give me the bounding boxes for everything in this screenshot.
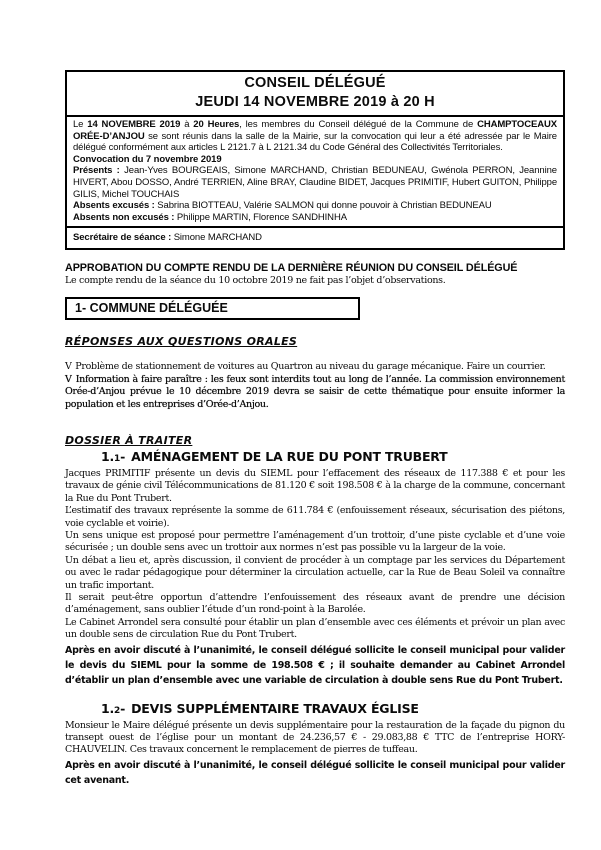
presents-line [73, 165, 557, 200]
item-1-1-decision: Après en avoir discuté à l’unanimité, le conseil délégué sollicite le conseil municipal pour valider le devis du SIEML pour la somme de 198.508 € ; il souhaite demander au Cabinet Arrondel d’établir un plan d’ensemble avec une variable de circulation à double sens Rue du Pont Trubert. [65, 644, 565, 686]
item-1-2-body: Monsieur le Maire délégué présente un devis supplémentaire pour la restauration de la façade du pignon du transept ouest de l’église pour un montant de 24.236,57 € - 29.083,88 € TTC de l’entreprise HORY-CHAUVELIN. Ces travaux concernent le remplacement de pierres de tuffeau. [65, 719, 565, 756]
convocation-line: Convocation du 7 novembre 2019 [73, 153, 222, 165]
absents-non-excuses-line [73, 212, 557, 224]
secretary-name: Simone MARCHAND [173, 232, 262, 244]
paragraph: Il serait peut-être opportun d’attendre l’enfouissement des réseaux avant de prendre une décision d’aménagement, sans oublier l’étude d’un rond-point à la Barolée. [65, 592, 565, 616]
absents-excuses-line [73, 200, 557, 212]
meeting-title-line2: JEUDI 14 NOVEMBRE 2019 à 20 H [195, 94, 435, 110]
approbation-body: Le compte rendu de la séance du 10 octobre 2019 ne fait pas l’objet d’observations. [65, 274, 446, 286]
oral-questions [65, 361, 565, 411]
question-item: V Information à faire paraître : les feux sont interdits tout au long de l’année. La commission environnement Orée-d’Anjou prévue le 10 décembre 2019 devra se saisir de cette thématique pour ensuite informer la population et les entreprises d’Orée-d’Anjou. [65, 373, 565, 410]
meeting-header-table [65, 70, 565, 250]
dossier-heading: DOSSIER À TRAITER [65, 433, 193, 447]
presents-names: Jean-Yves BOURGEAIS, Simone MARCHAND, Christian BEDUNEAU, Gwénola PERRON, Jeannine HIVERT, Abou DOSSO, André TERRIEN, Aline BRAY, Claudine BIDET, Jacques PRIMITIF, Hubert GUITON, Philippe GILIS, Michel TOUCHAIS [73, 165, 557, 200]
item-1-2-decision: Après en avoir discuté à l’unanimité, le conseil délégué sollicite le conseil municipal pour valider cet avenant. [65, 759, 565, 786]
absents-excuses-label: Absents excusés : [73, 200, 158, 212]
paragraph: Un débat a lieu et, après discussion, il convient de procéder à un comptage par les services du Département ou avec le radar pédagogique pour déterminer la circulation actuelle, car la Rue de Beau Soleil va connaître un trafic important. [65, 554, 565, 591]
paragraph: Le Cabinet Arrondel sera consulté pour établir un plan d’ensemble avec ces éléments et prévoir un plan avec un double sens de circulation Rue du Pont Trubert. [65, 616, 565, 641]
meeting-intro: Le 14 NOVEMBRE 2019 à 20 Heures, les membres du Conseil délégué de la Commune de CHAMPTOCEAUX ORÉE-D’ANJOU se sont réunis dans la salle de la Mairie, sur la convocation qui leur a été adressée par le Maire délégué conformément aux articles L 2121.7 à L 2121.34 du Code Général des Collectivités Territoriales. [73, 119, 557, 154]
approbation-section [65, 262, 565, 287]
paragraph: Jacques PRIMITIF présente un devis du SIEML pour l’effacement des réseaux de 117.388 € et pour les travaux de génie civil Télécommunications de 81.120 € soit 198.508 € à la charge de la commune, concernant la Rue du Pont Trubert. [65, 467, 565, 504]
absents-excuses-names: Sabrina BIOTTEAU, Valérie SALMON qui donne pouvoir à Christian BEDUNEAU [157, 200, 492, 212]
item-1-2-heading: 1.2- DEVIS SUPPLÉMENTAIRE TRAVAUX ÉGLISE [101, 700, 419, 716]
approbation-heading: APPROBATION DU COMPTE RENDU DE LA DERNIÈRE RÉUNION DU CONSEIL DÉLÉGUÉ [65, 261, 518, 274]
document-page [65, 70, 565, 788]
secretary-row [67, 226, 563, 248]
item-1-1-heading: 1.1- AMÉNAGEMENT DE LA RUE DU PONT TRUBERT [101, 448, 448, 464]
meeting-title [67, 72, 563, 115]
absents-non-excuses-names: Philippe MARTIN, Florence SANDHINHA [176, 211, 347, 223]
check-mark: V [65, 361, 72, 373]
paragraph: Un sens unique est proposé pour permettre l’aménagement d’un trottoir, d’une piste cyclable et d’une voie sécurisée ; un double sens avec un trottoir aux normes n’est pas possible vu la largeur de la voie. [65, 530, 565, 554]
meeting-info [67, 115, 563, 226]
secretary-label: Secrétaire de séance : [73, 232, 174, 244]
presents-label: Présents : [73, 165, 125, 177]
section1-title-box: 1- COMMUNE DÉLÉGUÉE [65, 297, 360, 320]
paragraph: L’estimatif des travaux représente la somme de 611.784 € (enfouissement réseaux, sécurisation des piétons, voie cyclable et voirie). [65, 505, 565, 529]
meeting-title-line1: CONSEIL DÉLÉGUÉ [244, 75, 386, 91]
reponses-heading: RÉPONSES AUX QUESTIONS ORALES [65, 335, 298, 349]
question-item: V Problème de stationnement de voitures au Quartron au niveau du garage mécanique. Faire un courrier. [65, 361, 546, 373]
check-mark: V [65, 373, 72, 385]
item-1-1-body [65, 468, 565, 642]
absents-non-excuses-label: Absents non excusés : [73, 211, 177, 223]
